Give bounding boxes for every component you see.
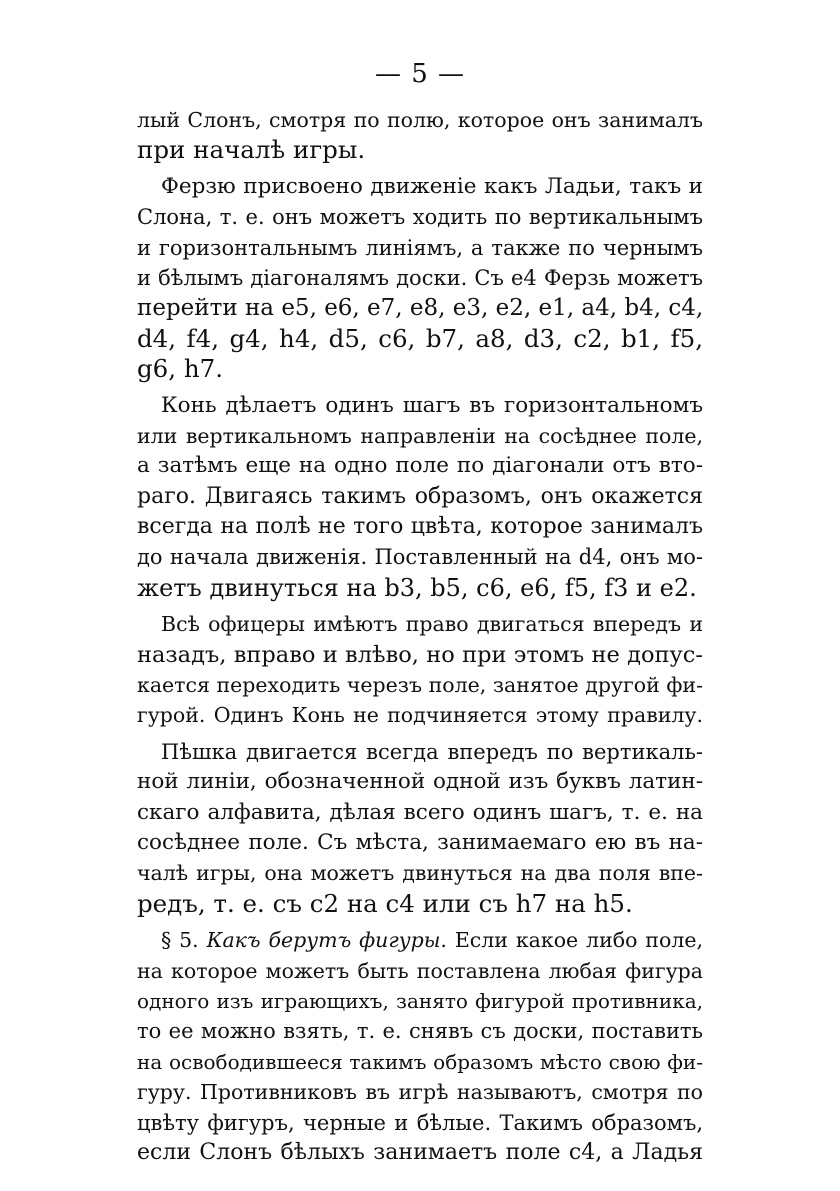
text-line: сосѣднее поле. Съ мѣста, занимаемаго ею въ на- <box>137 829 703 855</box>
text-line: то ее можно взять, т. е. снявъ съ доски, поставить <box>137 1019 703 1044</box>
paragraph <box>137 172 703 385</box>
text-line: жетъ двинуться на b3, b5, c6, e6, f5, f3 и e2. <box>137 573 697 602</box>
text-line: редъ, т. е. съ с2 на с4 или съ h7 на h5. <box>137 888 633 918</box>
text-line: гуру. Противниковъ въ игрѣ называютъ, смотря по <box>137 1080 703 1105</box>
text-line: лый Слонъ, смотря по полю, которое онъ занималъ <box>137 108 703 132</box>
text-line: одного изъ играющихъ, занято фигурой противника, <box>137 988 703 1013</box>
section-heading-line <box>137 925 703 955</box>
text-line: цвѣту фигуръ, черные и бѣлые. Такимъ образомъ, <box>137 1110 703 1135</box>
text-line: Конь дѣлаетъ одинъ шагъ въ горизонтальномъ <box>161 392 703 418</box>
text-line: кается переходить черезъ поле, занятое другой фи- <box>137 673 703 698</box>
page-number: — 5 — <box>374 59 466 89</box>
text-line: на освободившееся такимъ образомъ мѣсто свою фи- <box>137 1049 703 1074</box>
text-line: до начала движенiя. Поставленный на d4, онъ мо- <box>137 545 703 570</box>
text-line: Ферзю присвоено движенiе какъ Ладьи, такъ и <box>161 173 703 199</box>
section-title: Какъ берутъ фигуры. <box>206 928 447 953</box>
paragraph <box>137 925 703 1168</box>
text-line: или вертикальномъ направленiи на сосѣднее поле, <box>137 423 703 448</box>
text-line: и горизонтальнымъ линiямъ, а также по чернымъ <box>137 235 703 260</box>
text-line: назадъ, вправо и влѣво, но при этомъ не допус- <box>137 641 703 668</box>
text-line: перейти на е5, е6, е7, е8, е3, е2, е1, а4, b4, с4, <box>137 295 704 322</box>
body-text <box>137 105 703 1168</box>
text-line: Всѣ офицеры имѣютъ право двигаться впередъ и <box>161 612 703 637</box>
text-line: Слона, т. е. онъ можетъ ходить по вертикальнымъ <box>137 205 703 230</box>
paragraph <box>137 391 703 604</box>
paragraph <box>137 737 703 919</box>
text-line: при началѣ игры. <box>137 135 366 165</box>
text-line: чалѣ игры, она можетъ двинуться на два поля впе- <box>137 861 703 886</box>
text-line: на которое можетъ быть поставлена любая фигура <box>137 958 703 983</box>
text-line: скаго алфавита, дѣлая всего одинъ шагъ, т. е. на <box>137 799 703 825</box>
section-mark: § 5. <box>161 928 199 953</box>
text-line: а затѣмъ еще на одно поле по дiагонали отъ вто- <box>137 453 703 479</box>
text-line: d4, f4, g4, h4, d5, c6, b7, a8, d3, c2, b1, f5, <box>137 323 703 353</box>
section-first-line-text: Если какое либо поле, <box>454 928 703 953</box>
text-line: раго. Двигаясь такимъ образомъ, онъ окажется <box>137 483 703 509</box>
text-line: Пѣшка двигается всегда впередъ по вертикаль- <box>161 739 703 764</box>
text-line: ной линiи, обозначенной одной изъ буквъ латин- <box>137 769 703 795</box>
paragraph <box>137 609 703 731</box>
text-line: всегда на полѣ не того цвѣта, которое занималъ <box>137 514 703 540</box>
text-line: гурой. Одинъ Конь не подчиняется этому правилу. <box>137 703 703 728</box>
text-line: g6, h7. <box>137 354 224 384</box>
paragraph <box>137 105 703 166</box>
text-line: и бѣлымъ дiагоналямъ доски. Съ е4 Ферзь можетъ <box>137 265 703 290</box>
text-line: если Слонъ бѣлыхъ занимаетъ поле с4, а Ладья <box>137 1139 703 1165</box>
